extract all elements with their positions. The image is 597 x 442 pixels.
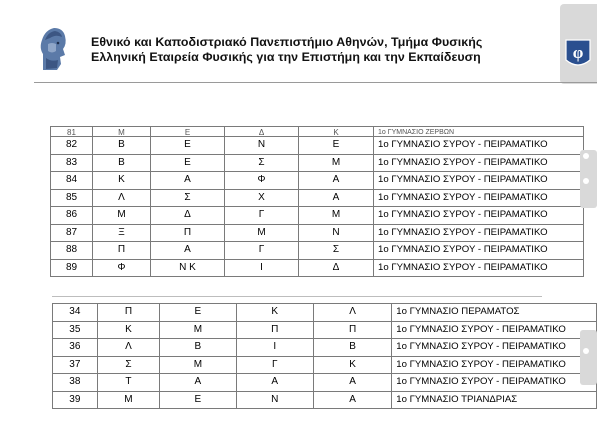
answer-cell: Σ bbox=[299, 242, 374, 260]
answer-cell: Ξ bbox=[93, 224, 151, 242]
row-number-cell: 35 bbox=[53, 321, 98, 339]
answer-cell: Ε bbox=[151, 154, 225, 172]
answer-cell: Φ bbox=[225, 172, 299, 190]
answer-cell: Ν bbox=[299, 224, 374, 242]
answer-cell: Λ bbox=[313, 304, 391, 322]
answer-cell: Κ bbox=[97, 321, 160, 339]
tab-dot-icon bbox=[583, 178, 589, 184]
row-number-cell: 83 bbox=[51, 154, 93, 172]
table-row bbox=[53, 321, 597, 339]
table-row bbox=[51, 207, 584, 225]
table-row bbox=[51, 242, 584, 260]
answer-cell: Μ bbox=[93, 207, 151, 225]
answer-cell: Κ bbox=[299, 127, 374, 137]
table-row bbox=[53, 391, 597, 409]
answer-cell: Β bbox=[93, 137, 151, 155]
answer-cell: Σ bbox=[225, 154, 299, 172]
table-row bbox=[51, 224, 584, 242]
answer-cell: Ε bbox=[160, 304, 236, 322]
row-number-cell: 82 bbox=[51, 137, 93, 155]
scroll-tab-upper[interactable] bbox=[580, 150, 597, 208]
answer-cell: Γ bbox=[225, 207, 299, 225]
table-row bbox=[53, 374, 597, 392]
tab-dot-icon bbox=[583, 348, 589, 354]
header-title-society: Ελληνική Εταιρεία Φυσικής για την Επιστήμη και την Εκπαίδευση bbox=[91, 50, 481, 64]
answer-cell: Β bbox=[160, 339, 236, 357]
answer-cell: Π bbox=[151, 224, 225, 242]
answer-cell: Β bbox=[93, 154, 151, 172]
answer-cell: Σ bbox=[151, 189, 225, 207]
answer-cell: Ι bbox=[225, 259, 299, 277]
answer-cell: Λ bbox=[97, 339, 160, 357]
answer-cell: Ε bbox=[299, 137, 374, 155]
table-row bbox=[51, 137, 584, 155]
row-number-cell: 36 bbox=[53, 339, 98, 357]
answer-cell: Α bbox=[160, 374, 236, 392]
answer-cell: Ν bbox=[225, 137, 299, 155]
athena-logo-icon bbox=[36, 24, 70, 74]
school-name-cell: 1ο ΓΥΜΝΑΣΙΟ ΣΥΡΟΥ - ΠΕΙΡΑΜΑΤΙΚΟ bbox=[374, 242, 584, 260]
answer-cell: Α bbox=[151, 172, 225, 190]
school-name-cell: 1ο ΓΥΜΝΑΣΙΟ ΣΥΡΟΥ - ΠΕΙΡΑΜΑΤΙΚΟ bbox=[392, 356, 597, 374]
answer-cell: Α bbox=[299, 172, 374, 190]
school-name-cell: 1ο ΓΥΜΝΑΣΙΟ ΖΕΡΒΩΝ bbox=[374, 127, 584, 137]
answer-cell: Γ bbox=[236, 356, 313, 374]
results-table-lower bbox=[52, 303, 597, 409]
school-name-cell: 1ο ΓΥΜΝΑΣΙΟ ΣΥΡΟΥ - ΠΕΙΡΑΜΑΤΙΚΟ bbox=[392, 374, 597, 392]
row-number-cell: 89 bbox=[51, 259, 93, 277]
scroll-tab-lower[interactable] bbox=[580, 330, 597, 385]
answer-cell: Α bbox=[313, 374, 391, 392]
answer-cell: Μ bbox=[160, 321, 236, 339]
row-number-cell: 39 bbox=[53, 391, 98, 409]
answer-cell: Μ bbox=[160, 356, 236, 374]
answer-cell: Μ bbox=[93, 127, 151, 137]
answer-cell: Μ bbox=[97, 391, 160, 409]
school-name-cell: 1ο ΓΥΜΝΑΣΙΟ ΣΥΡΟΥ - ΠΕΙΡΑΜΑΤΙΚΟ bbox=[392, 321, 597, 339]
school-name-cell: 1ο ΓΥΜΝΑΣΙΟ ΤΡΙΑΝΔΡΙΑΣ bbox=[392, 391, 597, 409]
table-row bbox=[53, 304, 597, 322]
school-name-cell: 1ο ΓΥΜΝΑΣΙΟ ΣΥΡΟΥ - ΠΕΙΡΑΜΑΤΙΚΟ bbox=[374, 207, 584, 225]
school-name-cell: 1ο ΓΥΜΝΑΣΙΟ ΣΥΡΟΥ - ΠΕΙΡΑΜΑΤΙΚΟ bbox=[374, 154, 584, 172]
svg-text:φ: φ bbox=[572, 43, 584, 62]
answer-cell: Π bbox=[93, 242, 151, 260]
header-divider bbox=[34, 82, 597, 83]
answer-cell: Μ bbox=[225, 224, 299, 242]
school-name-cell: 1ο ΓΥΜΝΑΣΙΟ ΣΥΡΟΥ - ΠΕΙΡΑΜΑΤΙΚΟ bbox=[392, 339, 597, 357]
table-row bbox=[51, 127, 584, 137]
school-name-cell: 1ο ΓΥΜΝΑΣΙΟ ΣΥΡΟΥ - ΠΕΙΡΑΜΑΤΙΚΟ bbox=[374, 189, 584, 207]
answer-cell: Π bbox=[97, 304, 160, 322]
school-name-cell: 1ο ΓΥΜΝΑΣΙΟ ΣΥΡΟΥ - ΠΕΙΡΑΜΑΤΙΚΟ bbox=[374, 172, 584, 190]
table-row bbox=[51, 189, 584, 207]
answer-cell: Π bbox=[313, 321, 391, 339]
table-row bbox=[51, 154, 584, 172]
answer-cell: Α bbox=[236, 374, 313, 392]
answer-cell: Δ bbox=[225, 127, 299, 137]
school-name-cell: 1ο ΓΥΜΝΑΣΙΟ ΣΥΡΟΥ - ΠΕΙΡΑΜΑΤΙΚΟ bbox=[374, 259, 584, 277]
answer-cell: Δ bbox=[299, 259, 374, 277]
row-number-cell: 38 bbox=[53, 374, 98, 392]
answer-cell: Κ bbox=[93, 172, 151, 190]
side-panel-tab[interactable] bbox=[560, 4, 597, 84]
row-number-cell: 84 bbox=[51, 172, 93, 190]
answer-cell: Α bbox=[151, 242, 225, 260]
table-row bbox=[53, 339, 597, 357]
row-number-cell: 34 bbox=[53, 304, 98, 322]
page-break-line bbox=[52, 296, 542, 297]
answer-cell: Ν bbox=[236, 391, 313, 409]
answer-cell: Σ bbox=[97, 356, 160, 374]
answer-cell: Κ bbox=[313, 356, 391, 374]
row-number-cell: 86 bbox=[51, 207, 93, 225]
document-header bbox=[0, 0, 597, 100]
answer-cell: Α bbox=[313, 391, 391, 409]
answer-cell: Γ bbox=[225, 242, 299, 260]
table-row bbox=[51, 172, 584, 190]
row-number-cell: 81 bbox=[51, 127, 93, 137]
physics-society-phi-icon bbox=[560, 4, 597, 84]
school-name-cell: 1ο ΓΥΜΝΑΣΙΟ ΠΕΡΑΜΑΤΟΣ bbox=[392, 304, 597, 322]
header-title-university: Εθνικό και Καποδιστριακό Πανεπιστήμιο Αθηνών, Τμήμα Φυσικής bbox=[91, 35, 483, 49]
answer-cell: Τ bbox=[97, 374, 160, 392]
answer-cell: Δ bbox=[151, 207, 225, 225]
tab-dot-icon bbox=[583, 153, 589, 159]
answer-cell: Β bbox=[313, 339, 391, 357]
school-name-cell: 1ο ΓΥΜΝΑΣΙΟ ΣΥΡΟΥ - ΠΕΙΡΑΜΑΤΙΚΟ bbox=[374, 137, 584, 155]
results-table-upper bbox=[50, 126, 584, 277]
answer-cell: Ι bbox=[236, 339, 313, 357]
answer-cell: Μ bbox=[299, 154, 374, 172]
answer-cell: Ε bbox=[151, 137, 225, 155]
answer-cell: Ε bbox=[151, 127, 225, 137]
row-number-cell: 37 bbox=[53, 356, 98, 374]
answer-cell: Μ bbox=[299, 207, 374, 225]
table-row bbox=[51, 259, 584, 277]
answer-cell: Κ bbox=[236, 304, 313, 322]
answer-cell: Ν Κ bbox=[151, 259, 225, 277]
answer-cell: Π bbox=[236, 321, 313, 339]
row-number-cell: 87 bbox=[51, 224, 93, 242]
answer-cell: Φ bbox=[93, 259, 151, 277]
answer-cell: Λ bbox=[93, 189, 151, 207]
table-row bbox=[53, 356, 597, 374]
answer-cell: Α bbox=[299, 189, 374, 207]
row-number-cell: 85 bbox=[51, 189, 93, 207]
row-number-cell: 88 bbox=[51, 242, 93, 260]
school-name-cell: 1ο ΓΥΜΝΑΣΙΟ ΣΥΡΟΥ - ΠΕΙΡΑΜΑΤΙΚΟ bbox=[374, 224, 584, 242]
answer-cell: Χ bbox=[225, 189, 299, 207]
answer-cell: Ε bbox=[160, 391, 236, 409]
